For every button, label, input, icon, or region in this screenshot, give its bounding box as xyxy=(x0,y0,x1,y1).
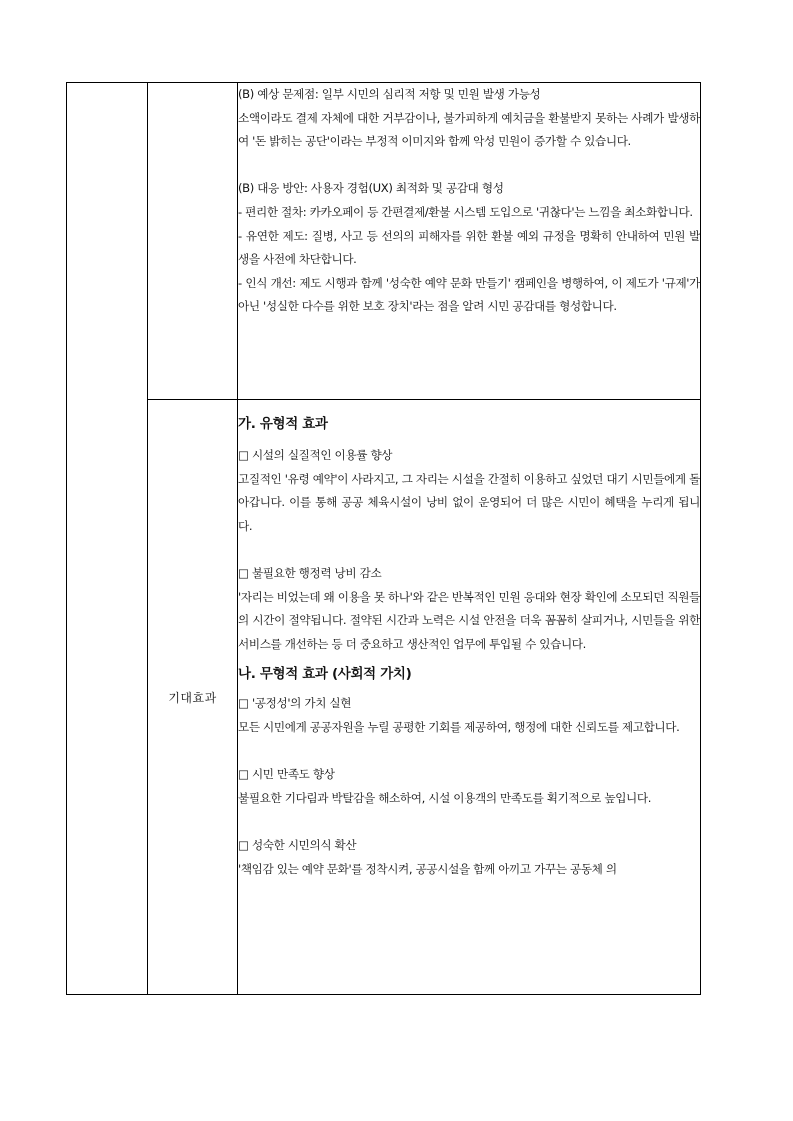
table-row-problem-solution xyxy=(67,83,701,400)
problem-heading: (B) 예상 문제점: 일부 시민의 심리적 저항 및 민원 발생 가능성 xyxy=(238,87,541,101)
effect-text-civic: '책임감 있는 예약 문화'를 정착시켜, 공공시설을 함께 아끼고 가꾸는 공동체 의 xyxy=(238,861,617,876)
category-cell xyxy=(67,83,148,995)
content-cell-expected-effects xyxy=(238,400,701,995)
effect-text-admin-savings: '자리는 비었는데 왜 이용을 못 하나'와 같은 반복적인 민원 응대와 현장 확인에 소모되던 직원들의 시간이 절약됩니다. 절약된 시간과 노력은 시설 안전을 더욱 꼼꼼히 살피거나, 시민들을 위한 서비스를 개선하는 등 더 중요하고 생산적인 업무에 투입될 수 있습니다. xyxy=(238,589,700,651)
blank-line xyxy=(238,538,700,562)
solution-item-flexible: - 유연한 제도: 질병, 사고 등 선의의 피해자를 위한 환불 예외 규정을 명확히 안내하여 민원 발생을 사전에 차단합니다. xyxy=(238,228,700,267)
subcategory-cell-empty xyxy=(148,83,238,400)
solution-item-convenient: - 편리한 절차: 카카오페이 등 간편결제/환불 시스템 도입으로 '귀찮다'는 느낌을 최소화합니다. xyxy=(238,204,693,219)
solution-heading: (B) 대응 방안: 사용자 경험(UX) 최적화 및 공감대 형성 xyxy=(238,181,504,196)
content-cell-problem-solution xyxy=(238,83,701,400)
effect-text-fairness: 모든 시민에게 공공자원을 누릴 공평한 기회를 제공하여, 행정에 대한 신뢰도를 제고합니다. xyxy=(238,719,680,734)
blank-line xyxy=(238,810,700,834)
effect-title-civic: □ 성숙한 시민의식 확산 xyxy=(238,837,357,852)
tangible-effects-heading: 가. 유형적 효과 xyxy=(238,416,328,432)
blank-line xyxy=(238,154,700,178)
document-table xyxy=(66,82,701,995)
effect-title-utilization: □ 시설의 실질적인 이용률 향상 xyxy=(238,448,393,462)
solution-item-awareness: - 인식 개선: 제도 시행과 함께 '성숙한 예약 문화 만들기' 캠페인을 병행하여, 이 제도가 '규제'가 아닌 '성실한 다수를 위한 보호 장치'라는 점을 알려 시민 공감대를 형성합니다. xyxy=(238,275,700,314)
table-row-expected-effects xyxy=(67,400,701,995)
expected-effects-label: 기대효과 xyxy=(148,400,238,995)
effect-text-satisfaction: 불필요한 기다림과 박탈감을 해소하여, 시설 이용객의 만족도를 획기적으로 높입니다. xyxy=(238,790,652,805)
effect-title-fairness: □ '공정성'의 가치 실현 xyxy=(238,696,352,711)
problem-description: 소액이라도 결제 자체에 대한 거부감이나, 불가피하게 예치금을 환불받지 못하는 사례가 발생하여 '돈 밝히는 공단'이라는 부정적 이미지와 함께 악성 민원이 증가할 수 있습니다. xyxy=(238,110,700,149)
effect-title-admin-savings: □ 불필요한 행정력 낭비 감소 xyxy=(238,565,382,580)
blank-line xyxy=(238,740,700,764)
intangible-effects-heading: 나. 무형적 효과 (사회적 가치) xyxy=(238,666,412,683)
effect-title-satisfaction: □ 시민 만족도 향상 xyxy=(238,767,335,782)
effect-text-utilization: 고질적인 '유령 예약'이 사라지고, 그 자리는 시설을 간절히 이용하고 싶었던 대기 시민들에게 돌아갑니다. 이를 통해 공공 체육시설이 낭비 없이 운영되어 더 많은 시민이 혜택을 누리게 됩니다. xyxy=(238,471,700,533)
